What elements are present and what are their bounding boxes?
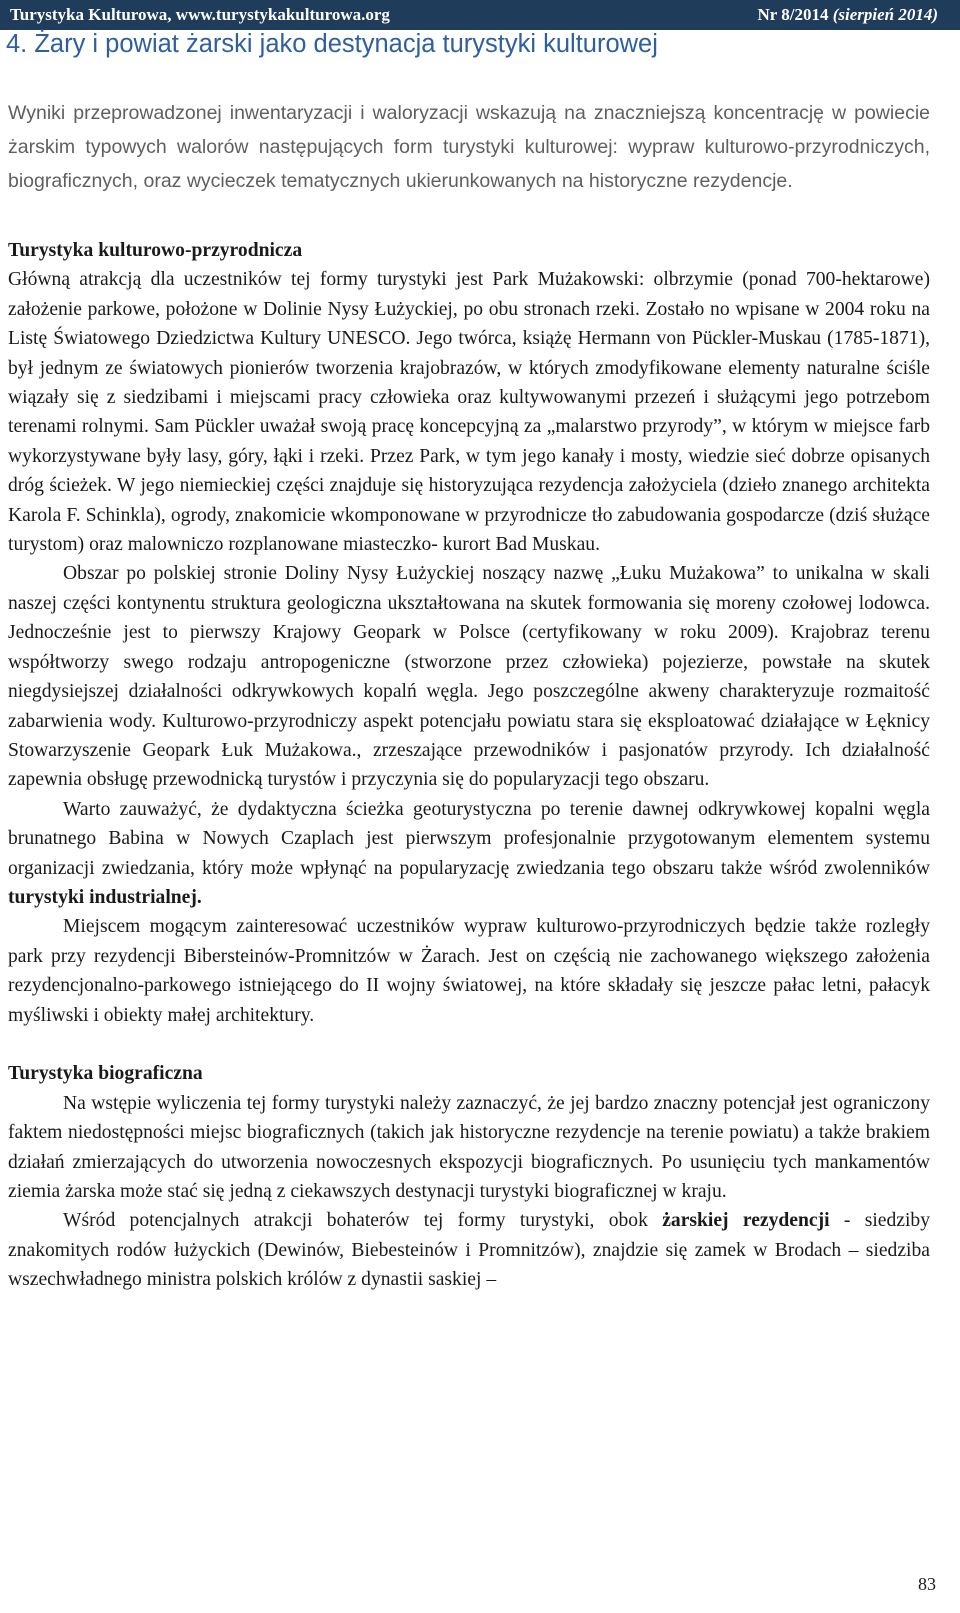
lead-paragraph: Wyniki przeprowadzonej inwentaryzacji i waloryzacji wskazują na znaczniejszą koncentrację w powiecie żarskim typowych walorów następujących form turystyki kulturowej: wypraw kulturowo-przyrodniczych, biograficznych, oraz wycieczek tematycznych ukierunkowanych na historyczne rezydencje. — [8, 102, 930, 192]
paragraph-text: Warto zauważyć, że dydaktyczna ścieżka geoturystyczna po terenie dawnej odkrywkowej kopalni węgla brunatnego Babina w Nowych Czaplach jest pierwszym profesjonalnie przygotowanym elementem systemu organizacji zwiedzania, który może wpłynąć na popularyzację zwiedzania tego obszaru także wśród zwolenników — [8, 798, 930, 879]
section-heading-biographic: Turystyka biograficzna — [8, 1063, 203, 1085]
paragraph: Obszar po polskiej stronie Doliny Nysy Łużyckiej noszący nazwę „Łuku Mużakowa” to unikalna w skali naszej części kontynentu struktura geologiczna ukształtowana na skutek formowania się moreny czołowej lodowca. Jednocześnie jest to pierwszy Krajowy Geopark w Polsce (certyfikowany w roku 2009). Krajobraz terenu współtworzy swego rodzaju antropogeniczne (stworzone przez człowieka) pojezierze, powstałe na skutek niegdysiejszej działalności odkrywkowych kopalń węgla. Jego poszczególne akweny charakteryzuje rozmaitość zabarwienia wody. Kulturowo-przyrodniczy aspekt potencjału powiatu stara się eksploatować działające w Łęknicy Stowarzyszenie Geopark Łuk Mużakowa., zrzeszające przewodników i pasjonatów przyrody. Ich działalność zapewnia obsługę przewodnicką turystów i przyczynia się do popularyzacji tego obszaru. — [8, 563, 930, 791]
paragraph: Na wstępie wyliczenia tej formy turystyki należy zaznaczyć, że jej bardzo znaczny potencjał jest ograniczony faktem niedostępności miejsc biograficznych (takich jak historyczne rezydencje na terenie powiatu) a także brakiem działań zmierzających do utworzenia nowoczesnych ekspozycji biograficznych. Po usunięciu tych mankamentów ziemia żarska może stać się jedną z ciekawszych destynacji turystyki biograficznej w kraju. — [8, 1092, 930, 1202]
emphasis-term: turystyki industrialnej. — [8, 886, 202, 908]
paragraph: Główną atrakcją dla uczestników tej formy turystyki jest Park Mużakowski: olbrzymie (ponad 700-hektarowe) założenie parkowe, położone w Dolinie Nysy Łużyckiej, po obu stronach rzeki. Zostało no wpisane w 2004 roku na Listę Światowego Dziedzictwa Kultury UNESCO. Jego twórca, książę Hermann von Pückler-Muskau (1785-1871), był jednym ze światowych pionierów tworzenia krajobrazów, w których zmodyfikowane elementy naturalne ściśle wiązały się z siedzibami i miejscami pracy człowieka oraz kultywowanymi przezeń i służącymi jego potrzebom terenami rolnymi. Sam Pückler uważał swoją pracę koncepcyjną za „malarstwo przyrody”, w którym w miejsce farb wykorzystywane były lasy, góry, łąki i rzeki. Przez Park, w tym jego kanały i mosty, wiedzie sieć dobrze opisanych dróg ścieżek. W jego niemieckiej części znajduje się historyzująca rezydencja założyciela (dzieło znanego architekta Karola F. Schinkla), ogrody, znakomicie wkomponowane w przyrodnicze tło zabudowania gospodarcze (dziś służące turystom) oraz malowniczo rozplanowane miasteczko- kurort Bad Muskau. — [8, 269, 930, 556]
section-spacer — [8, 1030, 930, 1059]
section-heading-nature: Turystyka kulturowo-przyrodnicza — [8, 240, 303, 261]
paragraph-text: Wśród potencjalnych atrakcji bohaterów tej formy turystyki, obok — [63, 1210, 663, 1232]
issue-date: (sierpień 2014) — [832, 5, 938, 24]
chapter-title: 4. Żary i powiat żarski jako destynacja turystyki kulturowej — [6, 30, 658, 58]
paragraph-text: - siedziby znakomitych rodów łużyckich (Dewinów, Biebesteinów i Promnitzów), znajdzie się zamek w Brodach – siedziba wszechwładnego ministra polskich królów z dynastii saskiej – — [8, 1210, 930, 1291]
paragraph — [8, 795, 930, 913]
paragraph: Miejscem mogącym zainteresować uczestników wypraw kulturowo-przyrodniczych będzie także rozległy park przy rezydencji Bibersteinów-Promnitzów w Żarach. Jest on częścią nie zachowanego większego założenia rezydencjonalno-parkowego istniejącego do II wojny światowej, na które składały się jeszcze pałac letni, pałacyk myśliwski i obiekty małej architektury. — [8, 916, 930, 1026]
issue-info — [757, 5, 938, 30]
page-number: 83 — [918, 1574, 936, 1594]
running-header — [0, 0, 960, 30]
paragraph — [8, 1206, 930, 1294]
journal-title: Turystyka Kulturowa, www.turystykakulturowa.org — [10, 5, 390, 24]
issue-number: Nr 8/2014 — [757, 5, 829, 24]
article-body — [8, 236, 930, 1295]
emphasis-term: żarskiej rezydencji — [662, 1210, 830, 1232]
